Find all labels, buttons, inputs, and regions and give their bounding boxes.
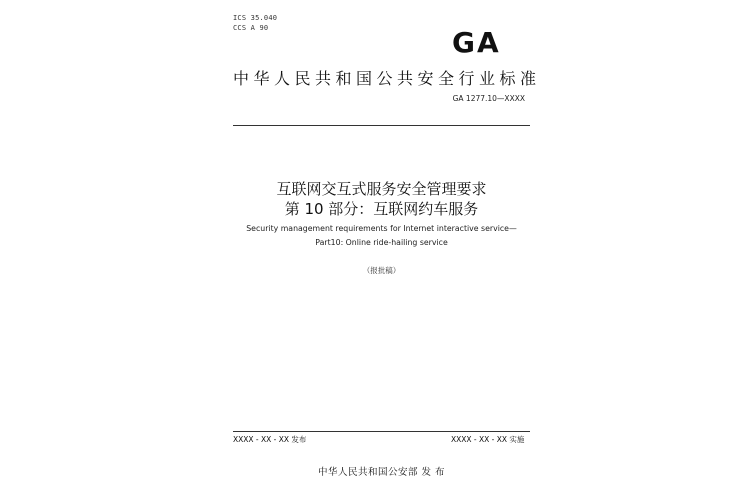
ga-logo: GA — [452, 26, 501, 59]
publisher: 中华人民共和国公安部 发 布 — [317, 467, 446, 478]
ics-code: ICS 35.040 — [233, 14, 278, 22]
implement-date: XXXX - XX - XX 实施 — [451, 435, 525, 444]
title-en-line2: Part10: Online ride-hailing service — [315, 238, 448, 247]
bottom-divider — [233, 431, 530, 432]
top-divider — [233, 125, 530, 126]
ccs-code: CCS A 90 — [233, 24, 269, 32]
title-en-line1: Security management requirements for Internet interactive service— — [246, 224, 517, 233]
standard-number: GA 1277.10—XXXX — [452, 94, 525, 103]
publish-date: XXXX - XX - XX 发布 — [233, 435, 307, 444]
organization-title: 中华人民共和国公共安全行业标准 — [233, 69, 541, 88]
title-zh-line2: 第 10 部分：互联网约车服务 — [284, 200, 479, 218]
draft-note: （报批稿） — [362, 266, 401, 275]
title-zh-line1: 互联网交互式服务安全管理要求 — [276, 180, 487, 198]
